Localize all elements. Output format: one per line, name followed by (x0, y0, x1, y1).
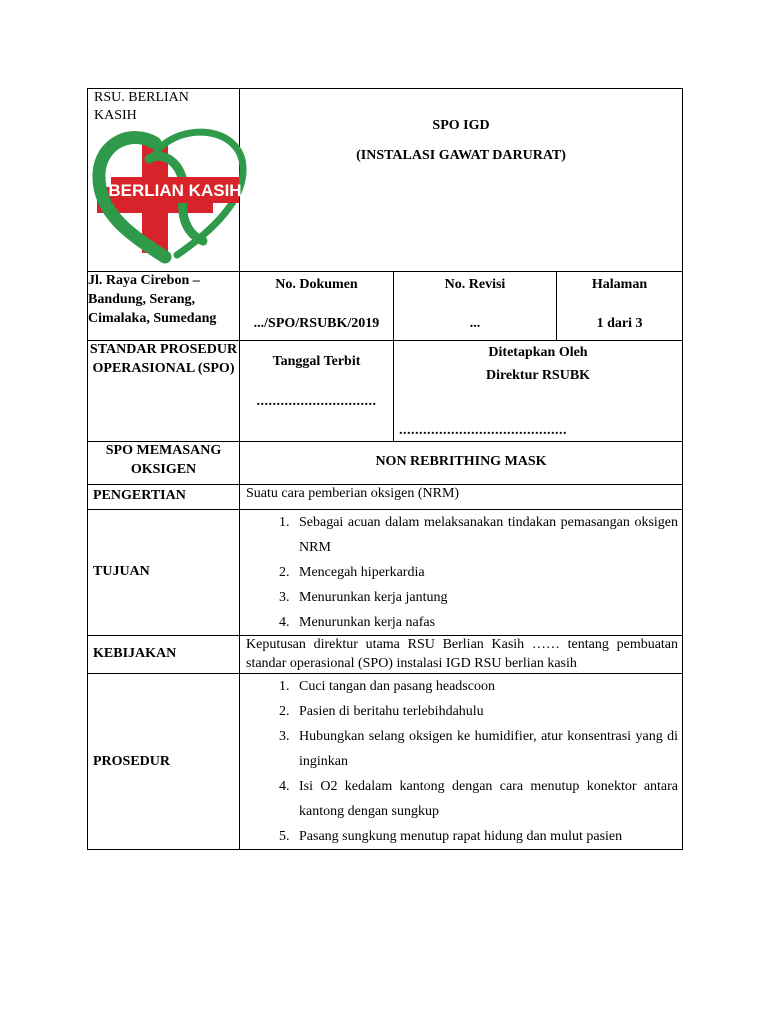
tanggal-cell (240, 341, 394, 442)
halaman-value: 1 dari 3 (596, 315, 643, 331)
tanggal-value: .............................. (256, 393, 377, 409)
tujuan-label: TUJUAN (88, 509, 240, 635)
prosedur-content (240, 674, 683, 850)
kebijakan-label: KEBIJAKAN (88, 635, 240, 674)
logo-cell (88, 89, 240, 272)
halaman-cell (557, 272, 683, 341)
tujuan-row (88, 509, 683, 635)
no-dokumen-label: No. Dokumen (275, 277, 358, 292)
kebijakan-row (88, 635, 683, 674)
tujuan-content (240, 509, 683, 635)
no-revisi-label: No. Revisi (444, 277, 506, 292)
spo-label: STANDAR PROSEDUR OPERASIONAL (SPO) (88, 341, 240, 442)
tujuan-list (246, 510, 678, 635)
prosedur-label: PROSEDUR (88, 674, 240, 850)
info-row (88, 272, 683, 341)
hospital-address: Jl. Raya Cirebon – Bandung, Serang, Cimalaka, Sumedang (88, 272, 240, 341)
approval-row (88, 341, 683, 442)
no-revisi-value: ... (469, 315, 481, 331)
ditetapkan-label: Ditetapkan Oleh (488, 345, 588, 360)
org-name: RSU. BERLIAN KASIH (94, 90, 189, 123)
pengertian-text: Suatu cara pemberian oksigen (NRM) (240, 484, 683, 509)
title-cell (240, 89, 683, 272)
tanggal-label: Tanggal Terbit (272, 354, 361, 369)
no-revisi-cell (394, 272, 557, 341)
subject-right: NON REBRITHING MASK (240, 441, 683, 484)
signature-line: .......................................... (399, 422, 567, 438)
ditetapkan-cell (394, 341, 683, 442)
prosedur-row (88, 674, 683, 850)
header-row (88, 89, 683, 272)
spo-table (87, 88, 683, 850)
list-item: 3. Menurunkan kerja jantung (293, 585, 678, 610)
subject-row (88, 441, 683, 484)
no-dokumen-value: .../SPO/RSUBK/2019 (253, 315, 380, 331)
doc-title: SPO IGD (432, 118, 490, 133)
pengertian-row (88, 484, 683, 509)
list-item: 2. Pasien di beritahu terlebihdahulu (293, 699, 678, 724)
direktur-label: Direktur RSUBK (485, 367, 591, 383)
no-dokumen-cell (240, 272, 394, 341)
list-item: 4. Isi O2 kedalam kantong dengan cara menutup konektor antara kantong dengan sungkup (293, 774, 678, 824)
list-item: 2. Mencegah hiperkardia (293, 560, 678, 585)
list-item: 4. Menurunkan kerja nafas (293, 610, 678, 635)
subject-left: SPO MEMASANG OKSIGEN (88, 441, 240, 484)
pengertian-label: PENGERTIAN (88, 484, 240, 509)
doc-subtitle: (INSTALASI GAWAT DARURAT) (356, 147, 566, 163)
list-item: 1. Sebagai acuan dalam melaksanakan tindakan pemasangan oksigen NRM (293, 510, 678, 560)
kebijakan-text: Keputusan direktur utama RSU Berlian Kasih …… tentang pembuatan standar operasional (SPO) instalasi IGD RSU berlian kasih (240, 635, 683, 674)
hospital-logo (91, 125, 255, 265)
halaman-label: Halaman (591, 277, 648, 292)
list-item: 5. Pasang sungkung menutup rapat hidung dan mulut pasien (293, 824, 678, 849)
prosedur-list (246, 674, 678, 849)
list-item: 3. Hubungkan selang oksigen ke humidifier, atur konsentrasi yang di inginkan (293, 724, 678, 774)
list-item: 1. Cuci tangan dan pasang headscoon (293, 674, 678, 699)
logo-text: BERLIAN KASIH (108, 181, 242, 200)
